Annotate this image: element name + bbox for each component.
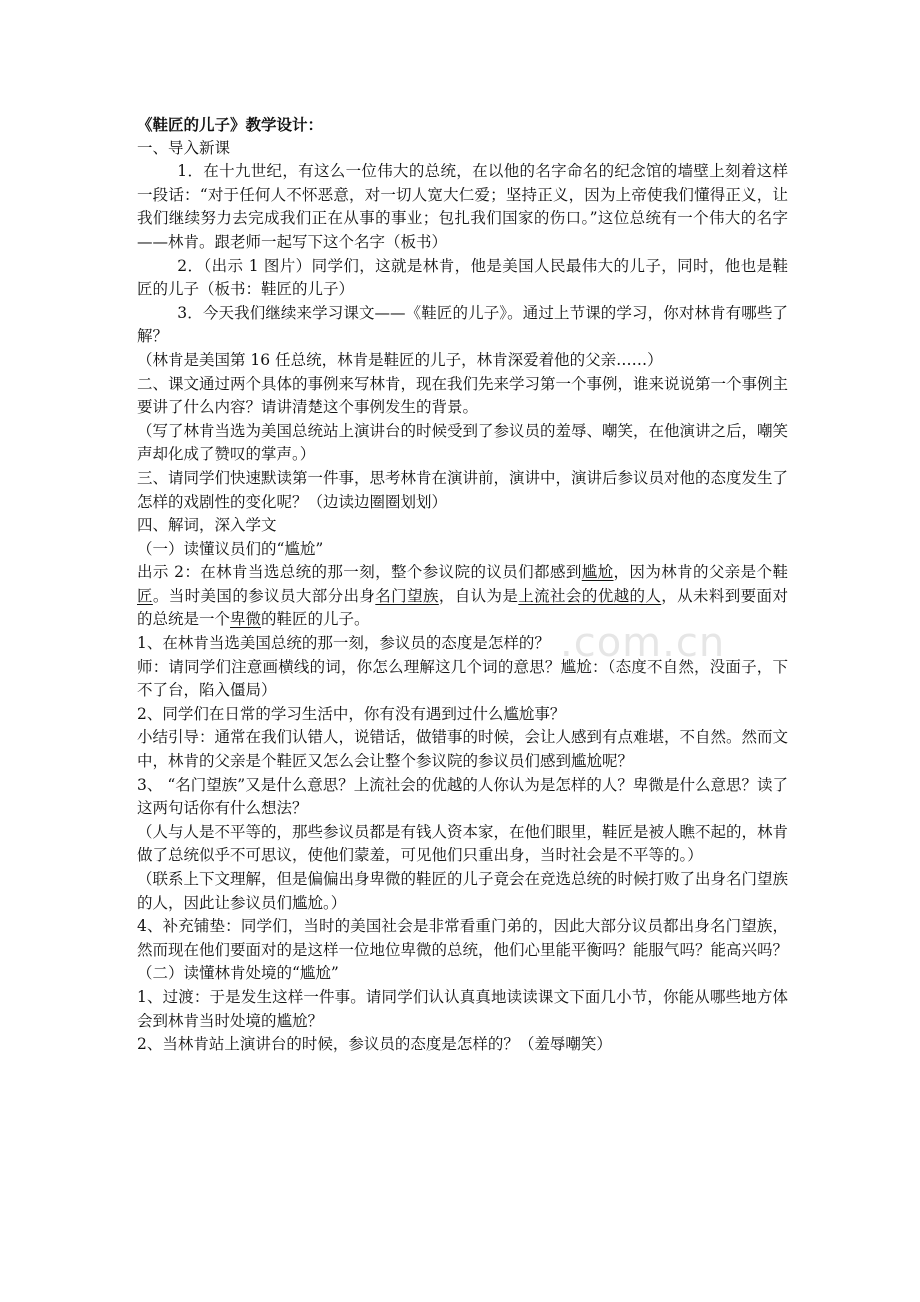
show-2-text-4: ，自认为是 [438,586,519,605]
subsection-heading-2: （二）读懂林肯处境的“尴尬” [137,964,339,983]
subsection-heading-1: （一）读懂议员们的“尴尬” [137,539,324,558]
watermark: .com.cn [560,620,726,666]
answer-3b: （联系上下文理解，但是偏偏出身卑微的鞋匠的儿子竟会在竞选总统的时候打败了出身名门望族的人，因此让参议员们尴尬。） [137,870,789,912]
underlined-word-upper-class: 上流社会的优越的人 [518,586,662,605]
answer-3a: （人与人是不平等的，那些参议员都是有钱人资本家，在他们眼里，鞋匠是被人瞧不起的，林肯做了总统似乎不可思议，使他们蒙羞，可见他们只重出身，当时社会是不平等的。） [137,822,789,865]
intro-answer: （林肯是美国第 16 任总统，林肯是鞋匠的儿子，林肯深爱着他的父亲……） [137,350,663,369]
section-2-answer: （写了林肯当选为美国总统站上演讲台的时候受到了参议员的羞辱、嘲笑，在他演讲之后，嘲笑声却化成了赞叹的掌声。） [137,421,789,464]
transition-paragraph: 1、过渡：于是发生这样一件事。请同学们认认真真地读读课文下面几小节，你能从哪些地方体会到林肯当时处境的尴尬？ [137,987,788,1030]
underlined-word-humble: 卑微 [230,610,262,629]
teacher-prompt-1: 师：请同学们注意画横线的词，你怎么理解这几个词的意思？尴尬：（态度不自然，没面子，下不了台，陷入僵局） [137,657,788,700]
show-2-text-2: ，因为林肯的父亲是个鞋 [613,563,788,582]
question-1: 1、在林肯当选美国总统的那一刻，参议员的态度是怎样的？ [137,634,550,653]
section-heading-1: 一、导入新课 [137,138,231,157]
summary-guidance: 小结引导：通常在我们认错人，说错话，做错事的时候，会让人感到有点难堪，不自然。然而文中，林肯的父亲是个鞋匠又怎么会让整个参议院的参议员们感到尴尬呢？ [137,728,789,771]
underlined-word-craftsman: 匠 [137,586,153,605]
question-4: 4、补充铺垫：同学们，当时的美国社会是非常看重门弟的，因此大部分议员都出身名门望族，然而现在他们要面对的是这样一位地位卑微的总统，他们心里能平衡吗？能服气吗？能高兴吗？ [137,917,789,959]
show-2-text-1: 出示 2：在林肯当选总统的那一刻，整个参议院的议员们都感到 [137,563,582,582]
show-2-text-3: 。当时美国的参议员大部分出身 [152,586,376,605]
underlined-word-noble-family: 名门望族 [375,586,439,605]
intro-paragraph-3: 3．今天我们继续来学习课文——《鞋匠的儿子》。通过上节课的学习，你对林肯有哪些了解？ [137,303,788,346]
show-2-paragraph [137,561,788,632]
last-paragraph: 2、当林肯站上演讲台的时候，参议员的态度是怎样的？（羞辱嘲笑） [137,1035,612,1054]
document-page [137,113,788,1057]
show-2-text-6: 的鞋匠的儿子。 [261,610,370,629]
intro-paragraph-2: 2．（出示 1 图片）同学们，这就是林肯，他是美国人民最伟大的儿子，同时，他也是鞋匠的儿子（板书：鞋匠的儿子） [137,256,788,299]
section-heading-2: 二、课文通过两个具体的事例来写林肯，现在我们先来学习第一个事例，谁来说说第一个事例主要讲了什么内容？请讲清楚这个事例发生的背景。 [137,374,789,417]
underlined-word-awkward: 尴尬 [581,563,614,582]
intro-paragraph-1: 1．在十九世纪，有这么一位伟大的总统，在以他的名字命名的纪念馆的墙壁上刻着这样一段话：“对于任何人不怀恶意，对一切人宽大仁爱；坚持正义，因为上帝使我们懂得正义，让我们继续努力去完成我们正在从事的事业；包扎我们国家的伤口。”这位总统有一个伟大的名字——林肯。跟老师一起写下这个名字（板书） [137,162,788,251]
question-2: 2、同学们在日常的学习生活中，你有没有遇到过什么尴尬事？ [137,704,566,723]
question-3: 3、 “名门望族”又是什么意思？上流社会的优越的人你认为是怎样的人？卑微是什么意思？读了这两句话你有什么想法？ [137,775,788,818]
document-title: 《鞋匠的儿子》教学设计： [137,115,324,134]
section-heading-3: 三、请同学们快速默读第一件事，思考林肯在演讲前，演讲中，演讲后参议员对他的态度发生了怎样的戏剧性的变化呢？（边读边圈圈划划） [137,468,789,511]
section-heading-4: 四、解词，深入学文 [137,516,277,535]
show-2-text-5: ，从未料到要面对的总统是一个 [137,586,788,629]
